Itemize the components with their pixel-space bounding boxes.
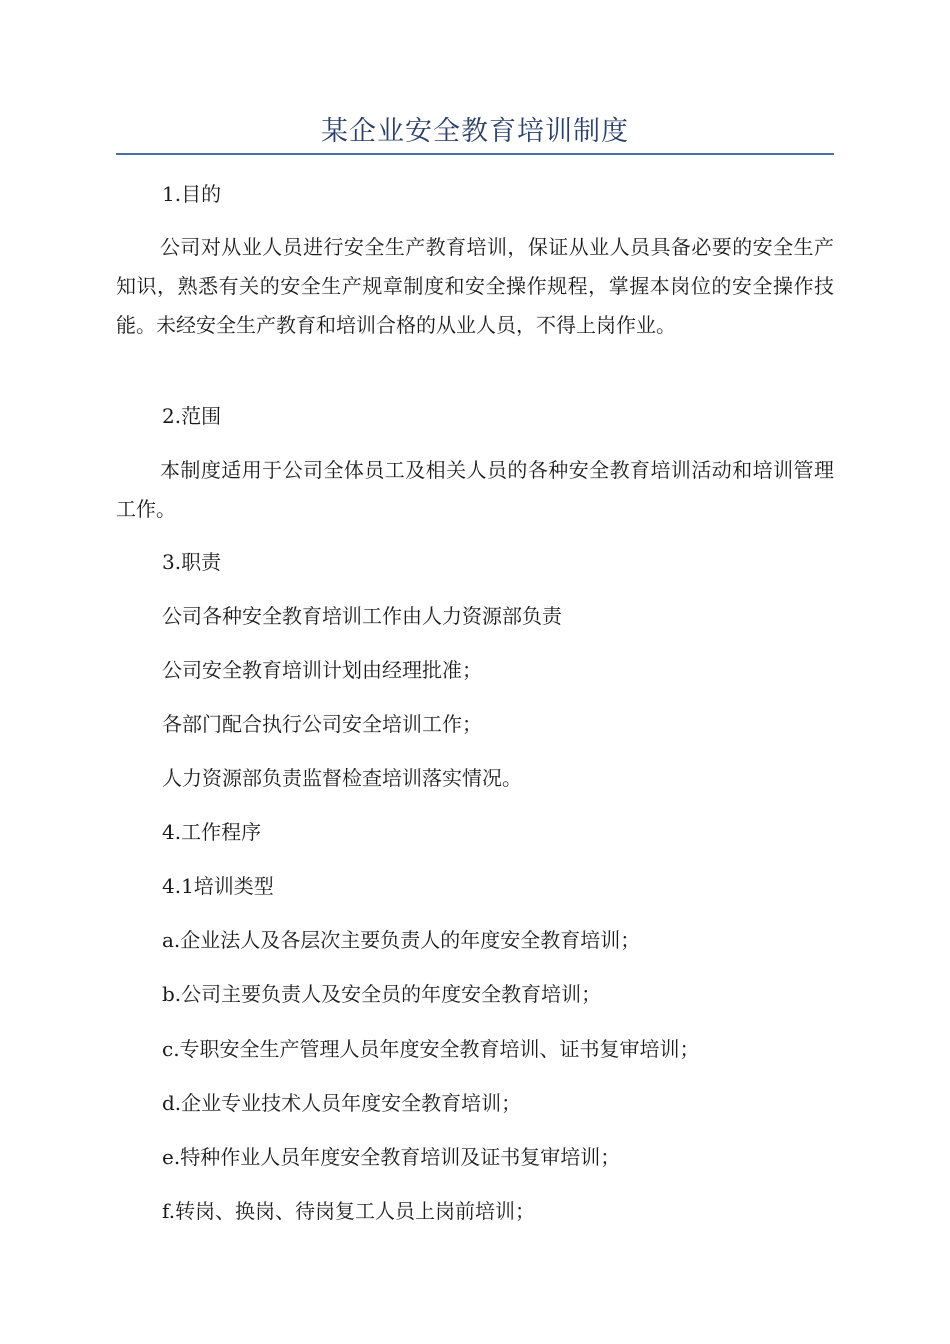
list-item: 各部门配合执行公司安全培训工作； (162, 712, 482, 736)
list-item: 人力资源部负责监督检查培训落实情况。 (162, 766, 522, 790)
list-item: e.特种作业人员年度安全教育培训及证书复审培训； (162, 1145, 621, 1169)
list-item: b.公司主要负责人及安全员的年度安全教育培训； (162, 982, 602, 1006)
title-underline (116, 153, 834, 155)
list-item: 公司各种安全教育培训工作由人力资源部负责 (162, 604, 562, 628)
subsection-heading-training-types: 4.1培训类型 (162, 874, 274, 898)
list-item: c.专职安全生产管理人员年度安全教育培训、证书复审培训； (162, 1037, 700, 1061)
section-heading-purpose: 1.目的 (162, 182, 222, 206)
section-heading-procedure: 4.工作程序 (162, 820, 262, 844)
list-item: 公司安全教育培训计划由经理批准； (162, 658, 482, 682)
list-item: f.转岗、换岗、待岗复工人员上岗前培训； (162, 1199, 536, 1223)
section-paragraph-scope: 本制度适用于公司全体员工及相关人员的各种安全教育培训活动和培训管理工作。 (116, 458, 834, 521)
section-heading-responsibilities: 3.职责 (162, 550, 222, 574)
list-item: d.企业专业技术人员年度安全教育培训； (162, 1091, 522, 1115)
section-heading-scope: 2.范围 (162, 404, 222, 428)
document-title: 某企业安全教育培训制度 (321, 116, 629, 147)
list-item: a.企业法人及各层次主要负责人的年度安全教育培训； (162, 928, 641, 952)
section-paragraph-purpose: 公司对从业人员进行安全生产教育培训，保证从业人员具备必要的安全生产知识，熟悉有关的安全生产规章制度和安全操作规程，掌握本岗位的安全操作技能。未经安全生产教育和培训合格的从业人员，不得上岗作业。 (116, 235, 834, 337)
